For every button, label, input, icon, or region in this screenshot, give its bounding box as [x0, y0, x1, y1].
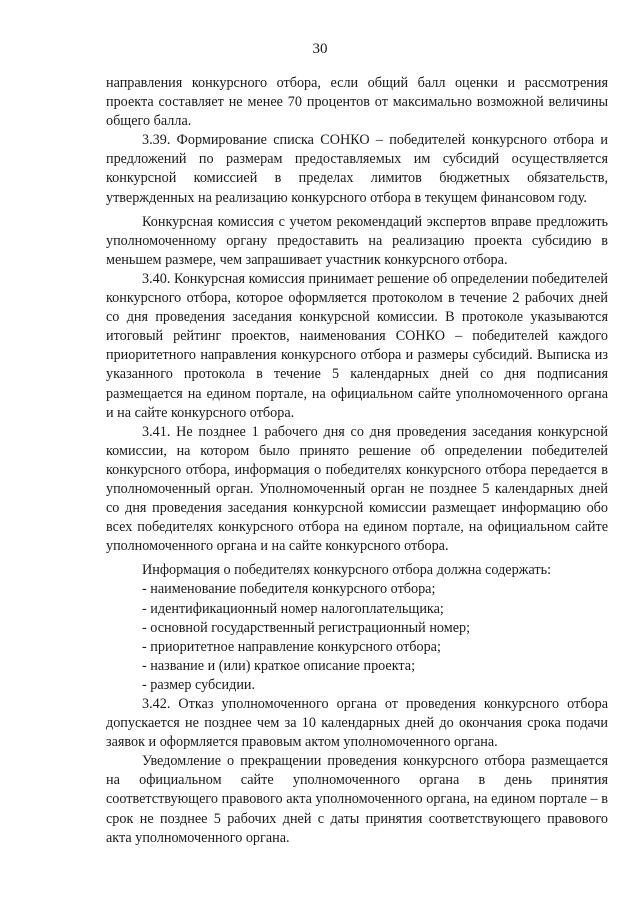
paragraph-commission-recommendation: Конкурсная комиссия с учетом рекомендаций экспертов вправе предложить уполномоченному органу предоставить на реализацию проекта субсидию в меньшем размере, чем запрашивает участник конкурсного отбора. [106, 213, 608, 268]
paragraph-3-42: 3.42. Отказ уполномоченного органа от проведения конкурсного отбора допускается не позднее чем за 10 календарных дней до окончания срока подачи заявок и оформляется правовым актом уполномоченного органа. [106, 696, 608, 751]
paragraph-winner-info-intro: Информация о победителях конкурсного отбора должна содержать: [142, 562, 552, 579]
page-number: 30 [312, 41, 328, 57]
winner-info-list [106, 580, 608, 695]
paragraph-3-39: 3.39. Формирование списка СОНКО – победителей конкурсного отбора и предложений по размерам предоставляемых им субсидий осуществляется конкурсной комиссией в пределах лимитов бюджетных обязательств, утвержденных на реализацию конкурсного отбора в текущем финансовом году. [106, 132, 608, 206]
document-body [106, 74, 608, 848]
list-item: - идентификационный номер налогоплательщика; [142, 600, 444, 617]
list-item: - название и (или) краткое описание проекта; [142, 657, 416, 674]
list-item: - размер субсидии. [142, 676, 256, 693]
paragraph-continuation: направления конкурсного отбора, если общий балл оценки и рассмотрения проекта составляет не менее 70 процентов от максимально возможной величины общего балла. [106, 75, 608, 130]
list-item: - наименование победителя конкурсного отбора; [142, 581, 436, 598]
paragraph-3-41: 3.41. Не позднее 1 рабочего дня со дня проведения заседания конкурсной комиссии, на котором было принято решение об определении победителей конкурсного отбора, информация о победителях конкурсного отбора передается в уполномоченный орган. Уполномоченный орган не позднее 5 календарных дней со дня проведения заседания конкурсной комиссии размещает информацию обо всех победителях конкурсного отбора на едином портале, на официальном сайте уполномоченного органа и на сайте конкурсного отбора. [106, 423, 608, 555]
list-item: - основной государственный регистрационный номер; [142, 619, 471, 636]
paragraph-3-40: 3.40. Конкурсная комиссия принимает решение об определении победителей конкурсного отбора, которое оформляется протоколом в течение 2 рабочих дней со дня проведения заседания конкурсной комиссии. В протоколе указываются итоговый рейтинг проектов, наименования СОНКО – победителей каждого приоритетного направления конкурсного отбора и размеры субсидий. Выписка из указанного протокола в течение 5 календарных дней со дня подписания размещается на едином портале, на официальном сайте уполномоченного органа и на сайте конкурсного отбора. [106, 270, 608, 421]
paragraph-termination-notice: Уведомление о прекращении проведения конкурсного отбора размещается на официальном сайте уполномоченного органа в день принятия соответствующего правового акта уполномоченного органа, на едином портале – в срок не позднее 5 рабочих дней с даты принятия соответствующего правового акта уполномоченного органа. [106, 753, 608, 846]
list-item: - приоритетное направление конкурсного отбора; [142, 638, 441, 655]
